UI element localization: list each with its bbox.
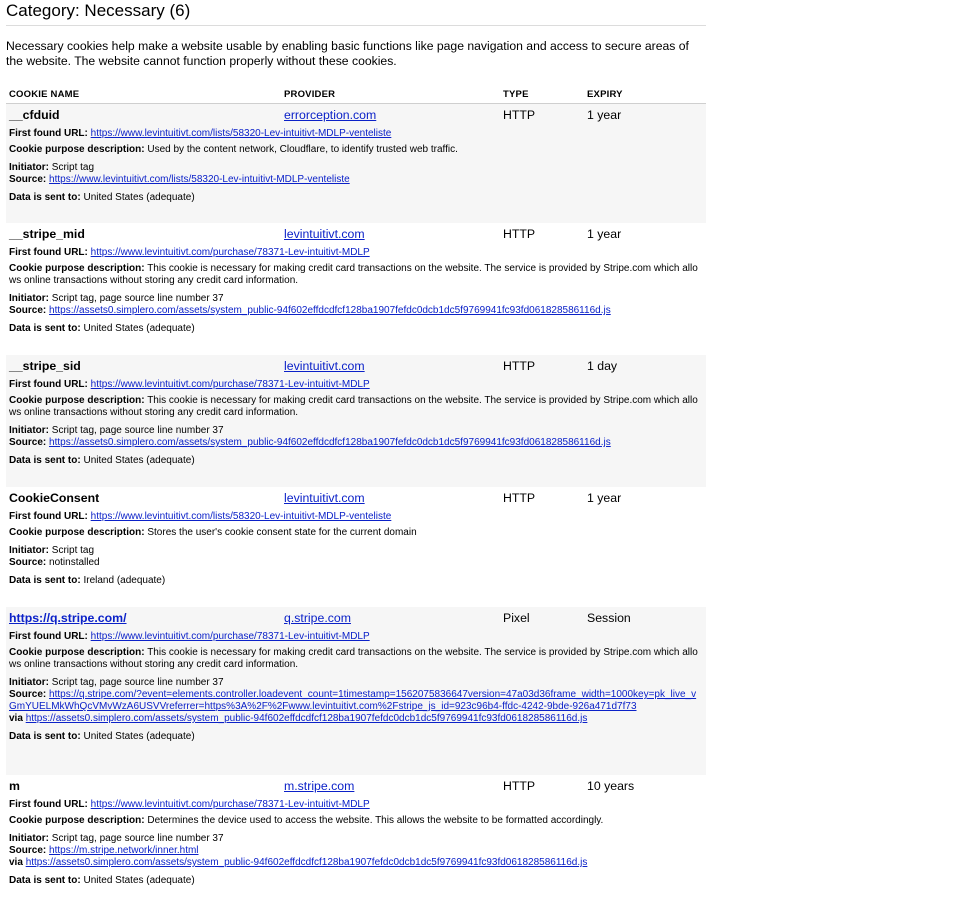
cookie-initiator [9, 293, 700, 305]
initiator-text: Script tag [51, 545, 95, 556]
cookie-name-link[interactable]: https://q.stripe.com/ [9, 611, 127, 625]
first-found-url [9, 631, 700, 643]
cookie-sent-to [9, 192, 700, 204]
via-link[interactable]: https://assets0.simplero.com/assets/system_public-94f602effdcdfcf128ba1907fefdc0dcb1dc5f9769941fc93fd061828586116d.js [25, 713, 588, 724]
first-found-url [9, 247, 700, 259]
initiator-label: Initiator: [9, 293, 49, 304]
initiator-label: Initiator: [9, 677, 49, 688]
cookie-source [9, 174, 700, 186]
column-header-type: TYPE [503, 89, 529, 100]
purpose-text: This cookie is necessary for making credit card transactions on the website. The service is provided by Stripe.com which allows online transactions without storing any credit card information. [9, 263, 698, 286]
sent-to-label: Data is sent to: [9, 192, 81, 203]
source-label: Source: [9, 689, 47, 700]
cookie-source [9, 689, 700, 713]
purpose-label: Cookie purpose description: [9, 263, 145, 274]
cookie-sent-to [9, 875, 700, 887]
table-header [6, 89, 706, 102]
cookie-expiry: 1 year [587, 108, 622, 122]
sent-to-text: United States (adequate) [83, 455, 195, 466]
initiator-text: Script tag [51, 162, 95, 173]
initiator-text: Script tag, page source line number 37 [51, 833, 224, 844]
cookie-initiator [9, 425, 700, 437]
cookie-initiator [9, 162, 700, 174]
cookie-purpose [9, 395, 700, 419]
cookie-type: Pixel [503, 611, 530, 625]
cookie-provider-link[interactable]: levintuitivt.com [284, 359, 365, 373]
cookie-initiator [9, 833, 700, 845]
cookie-name: m [9, 779, 20, 793]
cookie-provider-link[interactable]: levintuitivt.com [284, 227, 365, 241]
via-link[interactable]: https://assets0.simplero.com/assets/system_public-94f602effdcdfcf128ba1907fefdc0dcb1dc5f9769941fc93fd061828586116d.js [25, 857, 588, 868]
cookie-via [9, 857, 700, 869]
sent-to-label: Data is sent to: [9, 575, 81, 586]
initiator-label: Initiator: [9, 545, 49, 556]
first-found-url [9, 511, 700, 523]
cookie-expiry: Session [587, 611, 631, 625]
cookie-initiator [9, 677, 700, 689]
cookie-purpose [9, 815, 700, 827]
column-header-provider: PROVIDER [284, 89, 336, 100]
cookie-source [9, 437, 700, 449]
cookie-row [6, 487, 706, 607]
sent-to-label: Data is sent to: [9, 455, 81, 466]
cookie-name: __stripe_mid [9, 227, 85, 241]
purpose-text: Used by the content network, Cloudflare, to identify trusted web traffic. [147, 144, 458, 155]
sent-to-label: Data is sent to: [9, 875, 81, 886]
cookie-type: HTTP [503, 491, 536, 505]
cookie-source [9, 305, 700, 317]
source-label: Source: [9, 305, 47, 316]
source-text: notinstalled [49, 557, 100, 568]
sent-to-text: Ireland (adequate) [83, 575, 166, 586]
cookie-row [6, 775, 706, 895]
cookie-purpose [9, 144, 700, 156]
cookie-expiry: 1 year [587, 491, 622, 505]
purpose-text: Stores the user's cookie consent state for the current domain [147, 527, 417, 538]
cookie-row [6, 607, 706, 775]
sent-to-text: United States (adequate) [83, 731, 195, 742]
cookie-purpose [9, 263, 700, 287]
cookie-sent-to [9, 323, 700, 335]
category-title: Category: Necessary (6) [6, 1, 191, 20]
cookie-type: HTTP [503, 227, 536, 241]
first-found-link[interactable]: https://www.levintuitivt.com/lists/58320-Lev-intuitivt-MDLP-venteliste [90, 511, 392, 522]
cookie-purpose [9, 527, 700, 539]
cookie-row [6, 223, 706, 355]
sent-to-text: United States (adequate) [83, 323, 195, 334]
category-description: Necessary cookies help make a website usable by enabling basic functions like page navigation and access to secure areas of the website. The website cannot function properly without these cookies. [6, 39, 689, 68]
sent-to-label: Data is sent to: [9, 323, 81, 334]
source-label: Source: [9, 437, 47, 448]
first-found-link[interactable]: https://www.levintuitivt.com/purchase/78371-Lev-intuitivt-MDLP [90, 631, 370, 642]
first-found-link[interactable]: https://www.levintuitivt.com/purchase/78371-Lev-intuitivt-MDLP [90, 799, 370, 810]
cookie-type: HTTP [503, 779, 536, 793]
first-found-label: First found URL: [9, 511, 88, 522]
cookie-row [6, 104, 706, 223]
source-label: Source: [9, 557, 47, 568]
source-label: Source: [9, 174, 47, 185]
sent-to-text: United States (adequate) [83, 875, 195, 886]
cookie-type: HTTP [503, 359, 536, 373]
first-found-url [9, 128, 700, 140]
cookie-type: HTTP [503, 108, 536, 122]
initiator-label: Initiator: [9, 425, 49, 436]
first-found-link[interactable]: https://www.levintuitivt.com/lists/58320-Lev-intuitivt-MDLP-venteliste [90, 128, 392, 139]
first-found-link[interactable]: https://www.levintuitivt.com/purchase/78371-Lev-intuitivt-MDLP [90, 247, 370, 258]
cookie-sent-to [9, 455, 700, 467]
cookie-sent-to [9, 731, 700, 743]
cookie-expiry: 1 day [587, 359, 618, 373]
initiator-label: Initiator: [9, 162, 49, 173]
source-label: Source: [9, 845, 47, 856]
source-link[interactable]: https://www.levintuitivt.com/lists/58320-Lev-intuitivt-MDLP-venteliste [49, 174, 350, 185]
source-link[interactable]: https://assets0.simplero.com/assets/system_public-94f602effdcdfcf128ba1907fefdc0dcb1dc5f9769941fc93fd061828586116d.js [49, 437, 611, 448]
cookie-name: CookieConsent [9, 491, 100, 505]
cookie-initiator [9, 545, 700, 557]
cookie-purpose [9, 647, 700, 671]
via-label: via [9, 857, 23, 868]
cookie-provider-link[interactable]: errorception.com [284, 108, 377, 122]
sent-to-label: Data is sent to: [9, 731, 81, 742]
cookie-provider-link[interactable]: q.stripe.com [284, 611, 351, 625]
cookie-source [9, 845, 700, 857]
first-found-label: First found URL: [9, 247, 88, 258]
cookie-row [6, 355, 706, 487]
initiator-text: Script tag, page source line number 37 [51, 677, 224, 688]
cookie-name: __stripe_sid [9, 359, 81, 373]
initiator-text: Script tag, page source line number 37 [51, 293, 224, 304]
first-found-link[interactable]: https://www.levintuitivt.com/purchase/78371-Lev-intuitivt-MDLP [90, 379, 370, 390]
column-header-name: COOKIE NAME [9, 89, 80, 100]
purpose-label: Cookie purpose description: [9, 395, 145, 406]
first-found-label: First found URL: [9, 379, 88, 390]
source-link[interactable]: https://q.stripe.com/?event=elements.controller.loadevent_count=1timestamp=1562075836647version=47a03d36frame_width=1000key=pk_live_vGmYUELMkWhQcVMvWzA6USVVreferrer=https%3A%2F%2Fwww.levintuitivt.com%2Fstripe_js_id=923c96b4-ffdc-4242-9bde-926a471d7f73 [9, 689, 697, 712]
first-found-url [9, 799, 700, 811]
cookie-expiry: 10 years [587, 779, 635, 793]
cookie-via [9, 713, 700, 725]
first-found-label: First found URL: [9, 631, 88, 642]
cookie-sent-to [9, 575, 700, 587]
purpose-label: Cookie purpose description: [9, 815, 145, 826]
cookie-expiry: 1 year [587, 227, 622, 241]
first-found-url [9, 379, 700, 391]
purpose-label: Cookie purpose description: [9, 527, 145, 538]
via-label: via [9, 713, 23, 724]
column-header-expiry: EXPIRY [587, 89, 623, 100]
title-divider [6, 25, 706, 26]
source-link[interactable]: https://assets0.simplero.com/assets/system_public-94f602effdcdfcf128ba1907fefdc0dcb1dc5f9769941fc93fd061828586116d.js [49, 305, 611, 316]
cookie-source [9, 557, 700, 569]
purpose-label: Cookie purpose description: [9, 144, 145, 155]
cookie-provider-link[interactable]: levintuitivt.com [284, 491, 365, 505]
initiator-label: Initiator: [9, 833, 49, 844]
cookie-declaration [6, 0, 706, 895]
first-found-label: First found URL: [9, 799, 88, 810]
initiator-text: Script tag, page source line number 37 [51, 425, 224, 436]
cookie-provider-link[interactable]: m.stripe.com [284, 779, 355, 793]
source-link[interactable]: https://m.stripe.network/inner.html [49, 845, 199, 856]
purpose-text: Determines the device used to access the website. This allows the website to be formatted accordingly. [147, 815, 604, 826]
purpose-label: Cookie purpose description: [9, 647, 145, 658]
first-found-label: First found URL: [9, 128, 88, 139]
cookie-name: __cfduid [9, 108, 60, 122]
sent-to-text: United States (adequate) [83, 192, 195, 203]
purpose-text: This cookie is necessary for making credit card transactions on the website. The service is provided by Stripe.com which allows online transactions without storing any credit card information. [9, 647, 698, 670]
purpose-text: This cookie is necessary for making credit card transactions on the website. The service is provided by Stripe.com which allows online transactions without storing any credit card information. [9, 395, 698, 418]
